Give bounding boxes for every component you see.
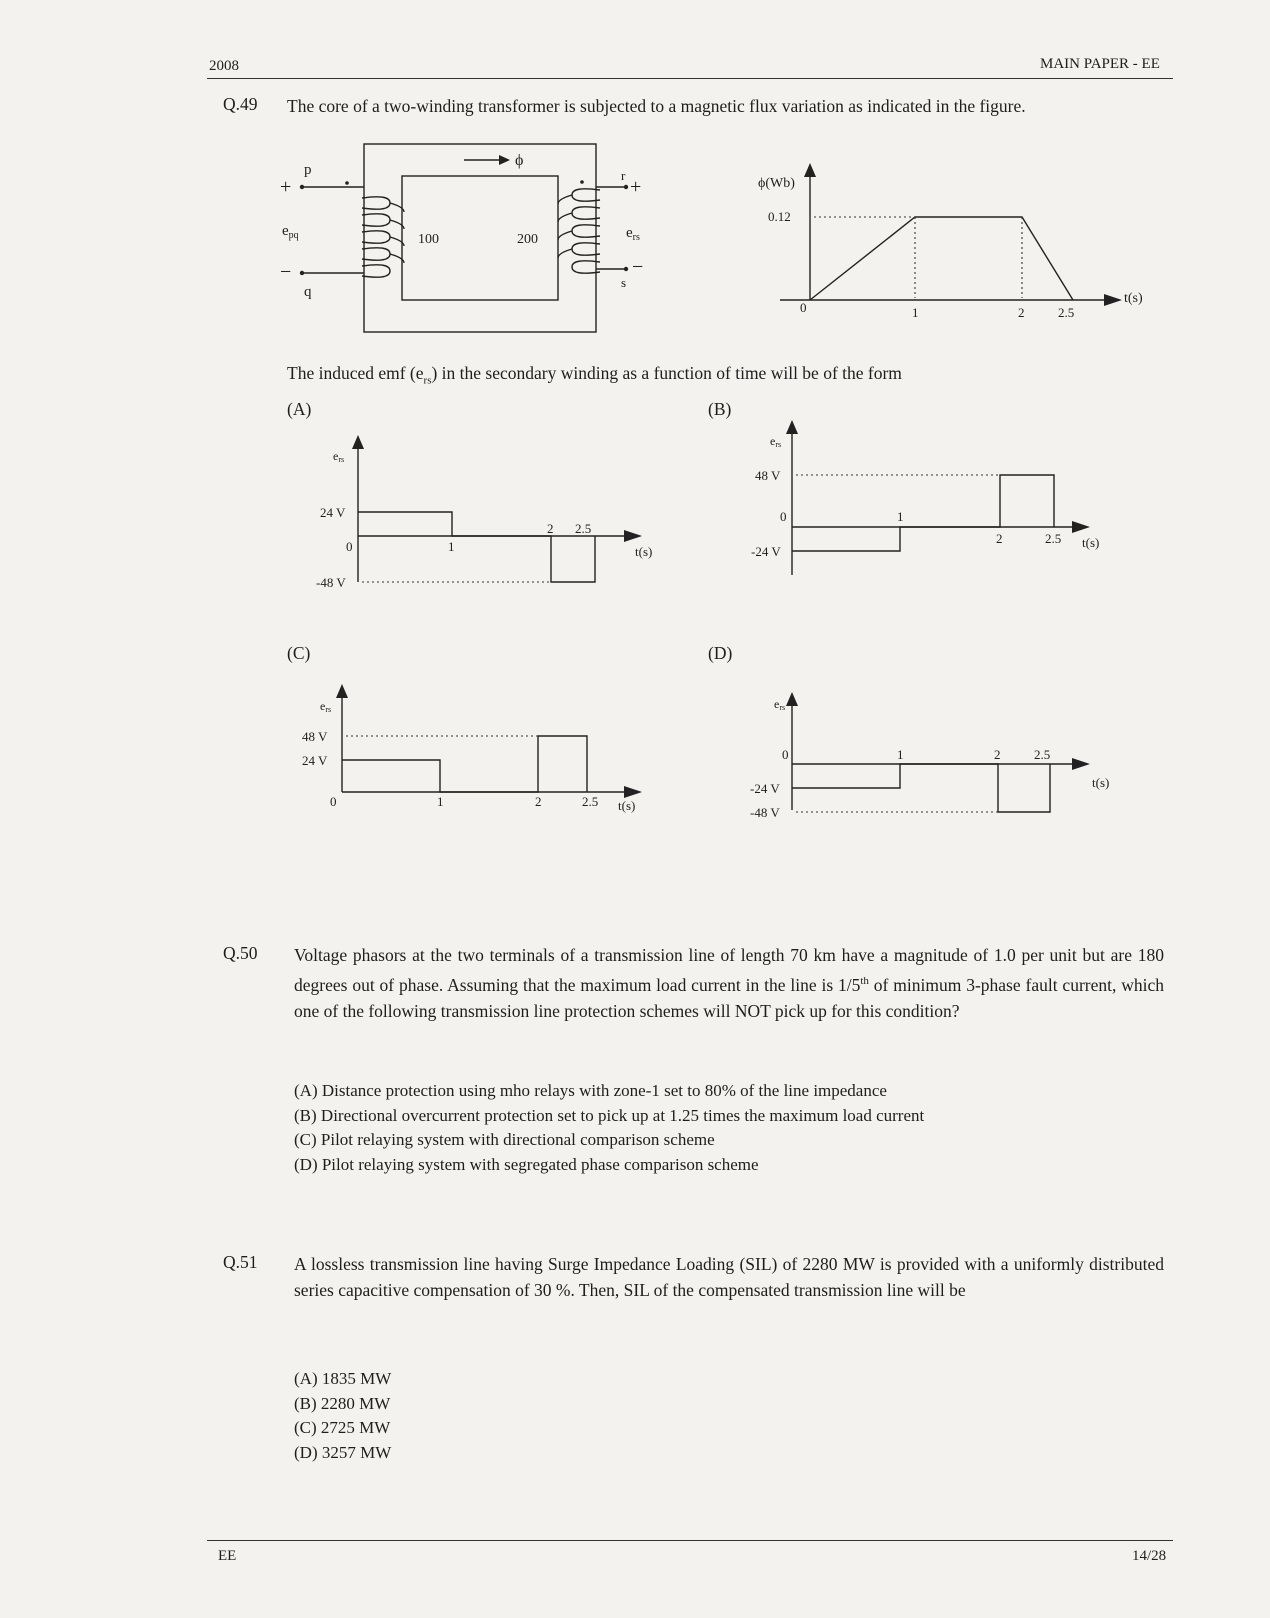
svg-text:2.5: 2.5 bbox=[582, 794, 599, 809]
flux-xtick-2: 2 bbox=[1018, 305, 1025, 320]
footer-subject: EE bbox=[218, 1548, 237, 1564]
flux-xtick-0: 0 bbox=[800, 300, 807, 315]
minus-right: − bbox=[632, 256, 644, 278]
q51-number: Q.51 bbox=[223, 1252, 258, 1272]
svg-text:2.5: 2.5 bbox=[1045, 531, 1062, 546]
q49-option-b-label: (B) bbox=[708, 399, 732, 419]
plus-left: + bbox=[280, 176, 292, 198]
svg-text:-48 V: -48 V bbox=[750, 805, 780, 820]
terminal-s: s bbox=[621, 275, 627, 290]
q49-option-c-label: (C) bbox=[287, 643, 311, 663]
terminal-q: q bbox=[304, 284, 312, 300]
svg-text:1: 1 bbox=[897, 747, 904, 762]
flux-xtick-1: 1 bbox=[912, 305, 919, 320]
svg-text:0: 0 bbox=[346, 539, 353, 554]
svg-text:ers: ers bbox=[770, 434, 782, 449]
flux-xlabel: t(s) bbox=[1124, 291, 1143, 306]
svg-text:-24 V: -24 V bbox=[751, 544, 781, 559]
terminal-r: r bbox=[621, 168, 626, 183]
q50-option-a[interactable]: (A) Distance protection using mho relays with zone-1 set to 80% of the line impedance bbox=[294, 1081, 887, 1100]
svg-text:48 V: 48 V bbox=[755, 468, 781, 483]
phi-label: ϕ bbox=[515, 152, 524, 169]
svg-text:t(s): t(s) bbox=[1092, 775, 1110, 790]
footer-page-number: 14/28 bbox=[1132, 1548, 1167, 1564]
option-b-waveform bbox=[792, 475, 1054, 551]
svg-text:-24 V: -24 V bbox=[750, 781, 780, 796]
option-a-plot bbox=[290, 430, 670, 600]
flux-waveform bbox=[810, 217, 1073, 300]
q50-number: Q.50 bbox=[223, 943, 258, 963]
svg-text:2.5: 2.5 bbox=[575, 521, 592, 536]
svg-text:1: 1 bbox=[448, 539, 455, 554]
flux-ytick: 0.12 bbox=[768, 209, 791, 224]
transformer-diagram bbox=[280, 140, 670, 336]
svg-text:24 V: 24 V bbox=[320, 505, 346, 520]
q50-option-b[interactable]: (B) Directional overcurrent protection set to pick up at 1.25 times the maximum load current bbox=[294, 1105, 925, 1125]
svg-text:t(s): t(s) bbox=[1082, 535, 1100, 550]
svg-text:2: 2 bbox=[994, 747, 1001, 762]
svg-text:2: 2 bbox=[547, 521, 554, 536]
q51-option-c[interactable]: (C) 2725 MW bbox=[294, 1418, 391, 1437]
option-d-waveform bbox=[792, 764, 1050, 812]
q51-option-b[interactable]: (B) 2280 MW bbox=[294, 1393, 391, 1413]
q50-text: Voltage phasors at the two terminals of a transmission line of length 70 km have a magnitude of 1.0 per unit but are 180 degrees out of phase. Assuming that the maximum load current in the line is 1/5th of minimum 3-phase fault current, which one of the following transmission line protection schemes will NOT pick up for this condition? bbox=[294, 945, 1164, 1021]
q50-option-c[interactable]: (C) Pilot relaying system with directional comparison scheme bbox=[294, 1130, 715, 1149]
svg-text:2: 2 bbox=[535, 794, 542, 809]
q49-text: The core of a two-winding transformer is subjected to a magnetic flux variation as indicated in the figure. bbox=[287, 96, 1026, 116]
q51-option-d[interactable]: (D) 3257 MW bbox=[294, 1442, 392, 1462]
option-a-waveform bbox=[358, 512, 595, 582]
svg-text:48 V: 48 V bbox=[302, 729, 328, 744]
option-d-plot bbox=[740, 688, 1150, 828]
flux-xtick-3: 2.5 bbox=[1058, 305, 1075, 320]
q51-options bbox=[294, 1367, 391, 1465]
header-rule bbox=[207, 78, 1173, 79]
svg-text:2.5: 2.5 bbox=[1034, 747, 1051, 762]
svg-text:1: 1 bbox=[897, 509, 904, 524]
flux-ylabel: ϕ(Wb) bbox=[758, 176, 795, 191]
svg-text:ers: ers bbox=[774, 697, 786, 712]
svg-text:t(s): t(s) bbox=[618, 798, 636, 813]
header-year: 2008 bbox=[209, 58, 239, 74]
q51-option-a[interactable]: (A) 1835 MW bbox=[294, 1369, 392, 1388]
svg-text:0: 0 bbox=[330, 794, 337, 809]
primary-coil bbox=[362, 197, 390, 277]
primary-turns: 100 bbox=[418, 232, 439, 247]
q51-text: A lossless transmission line having Surge Impedance Loading (SIL) of 2280 MW is provided with a uniformly distributed series capacitive compensation of 30 %. Then, SIL of the compensated transmission line will be bbox=[294, 1254, 1164, 1300]
svg-text:-48 V: -48 V bbox=[316, 575, 346, 590]
svg-text:0: 0 bbox=[780, 509, 787, 524]
q50-option-d[interactable]: (D) Pilot relaying system with segregated phase comparison scheme bbox=[294, 1154, 759, 1174]
flux-arrow-head bbox=[499, 155, 510, 165]
epq-label: $e_{pq}$ bbox=[282, 223, 299, 241]
q49-number: Q.49 bbox=[223, 94, 258, 114]
svg-text:ers: ers bbox=[320, 699, 332, 714]
ers-label: $e_{rs}$ bbox=[626, 225, 640, 243]
svg-text:1: 1 bbox=[437, 794, 444, 809]
svg-text:ers: ers bbox=[333, 449, 345, 464]
option-c-plot bbox=[300, 680, 660, 820]
footer-rule bbox=[207, 1540, 1173, 1541]
svg-text:0: 0 bbox=[782, 747, 789, 762]
header-paper-title: MAIN PAPER - EE bbox=[1040, 56, 1160, 72]
q49-option-d-label: (D) bbox=[708, 643, 733, 663]
q49-prompt: The induced emf $(e_{rs})$ in the secondary winding as a function of time will be of the form bbox=[287, 363, 902, 387]
svg-text:24 V: 24 V bbox=[302, 753, 328, 768]
option-b-plot bbox=[740, 415, 1140, 585]
q50-options bbox=[294, 1079, 1174, 1177]
flux-plot bbox=[750, 160, 1170, 325]
svg-text:t(s): t(s) bbox=[635, 544, 653, 559]
secondary-turns: 200 bbox=[517, 232, 538, 247]
minus-left: − bbox=[280, 261, 292, 283]
option-c-waveform bbox=[342, 736, 587, 792]
terminal-p: p bbox=[304, 162, 312, 178]
plus-right: + bbox=[630, 176, 642, 198]
q49-option-a-label: (A) bbox=[287, 399, 312, 419]
core-outer bbox=[364, 144, 596, 332]
svg-text:2: 2 bbox=[996, 531, 1003, 546]
